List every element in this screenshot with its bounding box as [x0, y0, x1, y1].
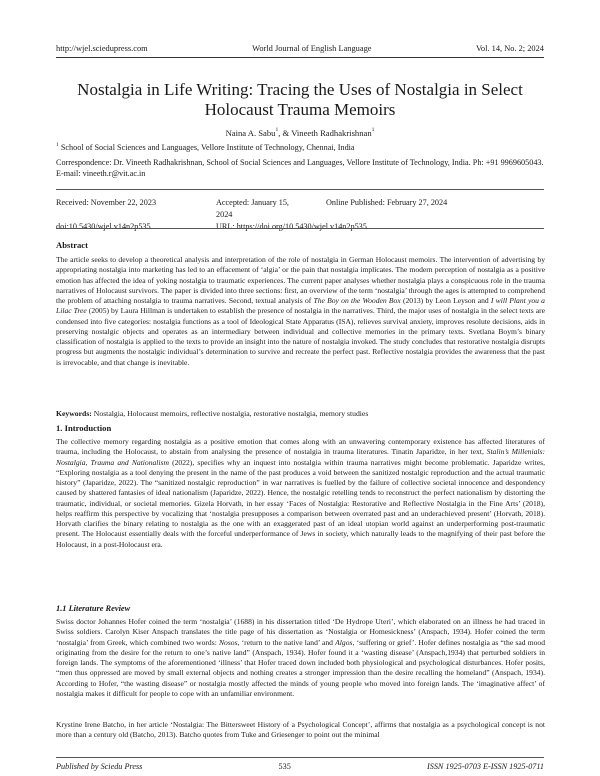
lit-part: , ‘return to the native land’ and — [237, 637, 336, 647]
affiliation-marker: 1 — [275, 127, 279, 133]
abstract-part: The article seeks to develop a theoretical analysis and interpretation of the role of nostalgia in German Holocaust memoirs. The intervention of advertising by appropriating nostalgia into marketing has led to an effacement of ‘algia’ or the pain that nostalgia implicates. The modern perception of nostalgia as a positive emotion has affected the idea of yoking nostalgia to traumatic experiences. The current paper analyses whether nostalgia plays a conspicuous role in the trauma narratives of Holocaust survivors. The paper is divided into three sections: first, an overview of the term ‘nostalgia’ through the ages is attempted to comprehend the problem of attaching nostalgia to trauma narratives. Second, textual analysis of — [56, 255, 545, 305]
keywords — [56, 409, 545, 418]
intro-part: The collective memory regarding nostalgia as a positive emotion that comes along with an unwavering contemporary existence has affected literatures of trauma, including the Holocaust, to abstain from analysing the presence of nostalgia in trauma literatures. Tinatin Japaridze, in her text, — [56, 437, 545, 457]
publisher: Published by Sciedu Press — [56, 762, 143, 771]
lit-part: , ‘suffering or grief’. Hofer defines nostalgia as “the sad mood originating from the desire for the return to one’s native land” (Anspach, 1934). Hofer found it a ‘wasting disease’ (Anspach,1934) that perturbed soldiers in foreign lands. The symptoms of the aforementioned ‘illness’ that Hofer traced down included both physiological and psychological disturbances. Hofer posits, “men thus oppressed are moved by small external objects and nothing creates a stronger impression than the desire recalling the homeland” (Anspach, 1934). According to Hofer, “the wasting disease” or nostalgia mostly affected the minds of young people who moved into foreign lands. The ‘imaginative affect’ of nostalgia makes it difficult for people to cope with an unfamiliar environment. — [56, 637, 545, 698]
book-title: Stalin’s Millenials: Nostalgia, Trauma and Nationalism — [56, 447, 545, 467]
introduction-text — [56, 437, 545, 550]
footer-rule — [56, 757, 544, 758]
affiliation — [56, 143, 544, 152]
doi: doi:10.5430/wjel.v14n2p535 — [56, 221, 151, 231]
abstract-part: (2013) by Leon Leyson and — [400, 296, 491, 305]
introduction-heading: 1. Introduction — [56, 423, 112, 433]
lit-part: Swiss doctor Johannes Hofer coined the term ‘nostalgia’ (1688) in his dissertation titled ‘De Hydrope Uteri’, which elaborated on an illness he had traced in Swiss soldiers. Carolyn Kiser Anspach translates the title page of his dissertation as ‘Nostalgia or Homesickness’ (Anspach, 1934). Hofer coined the term ‘nostalgia’ from Greek, which combined two words: — [56, 617, 545, 647]
page-footer — [56, 762, 544, 771]
greek-term: Algos — [335, 637, 353, 647]
author-name: Naina A. Sabu — [225, 128, 276, 138]
separator-rule — [56, 228, 544, 229]
affiliation-text: School of Social Sciences and Languages, Vellore Institute of Technology, Chennai, India — [60, 143, 355, 152]
doi-url[interactable]: URL: https://doi.org/10.5430/wjel.v14n2p535 — [216, 221, 367, 231]
affiliation-marker: 1 — [56, 142, 59, 148]
journal-name: World Journal of English Language — [252, 44, 372, 53]
abstract-heading: Abstract — [56, 240, 88, 250]
literature-review-heading: 1.1 Literature Review — [56, 604, 131, 613]
keywords-text: Nostalgia, Holocaust memoirs, reflective nostalgia, restorative nostalgia, memory studies — [91, 409, 369, 418]
correspondence: Correspondence: Dr. Vineeth Radhakrishnan, School of Social Sciences and Languages, Vellore Institute of Technology, India. Ph: +91 9969605043. E-mail: vineeth.r@vit.ac.in — [56, 158, 544, 178]
volume-info: Vol. 14, No. 2; 2024 — [475, 44, 544, 53]
page-number: 535 — [278, 762, 291, 771]
abstract-text — [56, 255, 545, 368]
author-line — [56, 128, 544, 138]
paper-title: Nostalgia in Life Writing: Tracing the Uses of Nostalgia in Select Holocaust Trauma Memoirs — [77, 80, 523, 119]
greek-term: Nosos — [218, 637, 238, 647]
literature-review-text — [56, 617, 545, 699]
intro-part: (2022), specifies why an inquest into nostalgia within trauma narratives might become problematic. Japaridze writes, “Exploring nostalgia as a tool denying the present in the name of the past produces a void between the sanitized nostalgic reproduction and the actual traumatic history” (Japaridze, 2022). The “sanitized nostalgic reproduction” in war narratives is fuelled by the failure of collective societal innocence and despondency caused by shattered fantasies of ideal nationalism (Japaridze, 2022). Hence, the nostalgic retelling tends to reconstruct the perfect nationalism by distorting the traumatic, individual, or societal memories. Gizela Horvath, in her essay ‘Faces of Nostalgia: Restorative and Reflective Nostalgia in the Fine Arts’ (2018), helps reaffirm this perspective by vocalizing that ‘nostalgia presupposes a comparison between overrated past and an underachieved present’ (Horvath, 2018). Horvath clarifies the binary relating to nostalgia as the one with an exaggerated past of an ideal utopian world against an underperforming post-traumatic present. The Holocaust essentially deals with the forceful underperformance of Jews in society, which naturally leads to the magnifying of their past before the Holocaust, in a post-Holocaust era. — [56, 457, 545, 549]
author-name: Vineeth Radhakrishnan — [291, 128, 372, 138]
received-date: Received: November 22, 2023 — [56, 198, 157, 207]
book-title: The Boy on the Wooden Box — [313, 296, 401, 305]
running-header — [56, 44, 544, 53]
separator-rule — [56, 189, 544, 190]
book-title: I will Plant you a Lilac Tree — [56, 296, 545, 316]
journal-url[interactable]: http://wjel.sciedupress.com — [56, 44, 148, 53]
abstract-part: (2005) by Laura Hillman is undertaken to establish the presence of nostalgia in the narratives. Third, the major uses of nostalgia in the select texts are condensed into five categories: nostalgia functions as a tool of Ideological State Apparatus (ISA), relieves survival anxiety, improves resolute decisions, aids in preserving nostalgic objects and operates as an intermediary between individual and collective memories in the primary texts. Svetlana Boym’s binary classification of nostalgia is applied to the texts to provide an insight into the nature of nostalgia invoked. The study concludes that restorative nostalgia disrupts progress but augments the nostalgic individual’s determination to survive and recreate the perfect past. Reflective nostalgia provides the awareness that the past is irrevocable, and that change is inevitable. — [56, 306, 545, 367]
author-separator: , & — [278, 128, 292, 138]
header-rule — [56, 57, 544, 58]
accepted-date: Accepted: January 15, 2024 — [216, 198, 289, 219]
keywords-label: Keywords: — [56, 409, 92, 418]
literature-review-text-2: Krystine Irene Batcho, in her article ‘Nostalgia: The Bittersweet History of a Psychological Concept’, affirms that nostalgia as a psychological concept is not more than a century old (Batcho, 2013). Batcho quotes from Tuke and Griesenger to point out the minimal — [56, 720, 545, 740]
online-date: Online Published: February 27, 2024 — [326, 198, 448, 207]
issn: ISSN 1925-0703 E-ISSN 1925-0711 — [427, 762, 544, 771]
affiliation-marker: 1 — [371, 127, 375, 133]
